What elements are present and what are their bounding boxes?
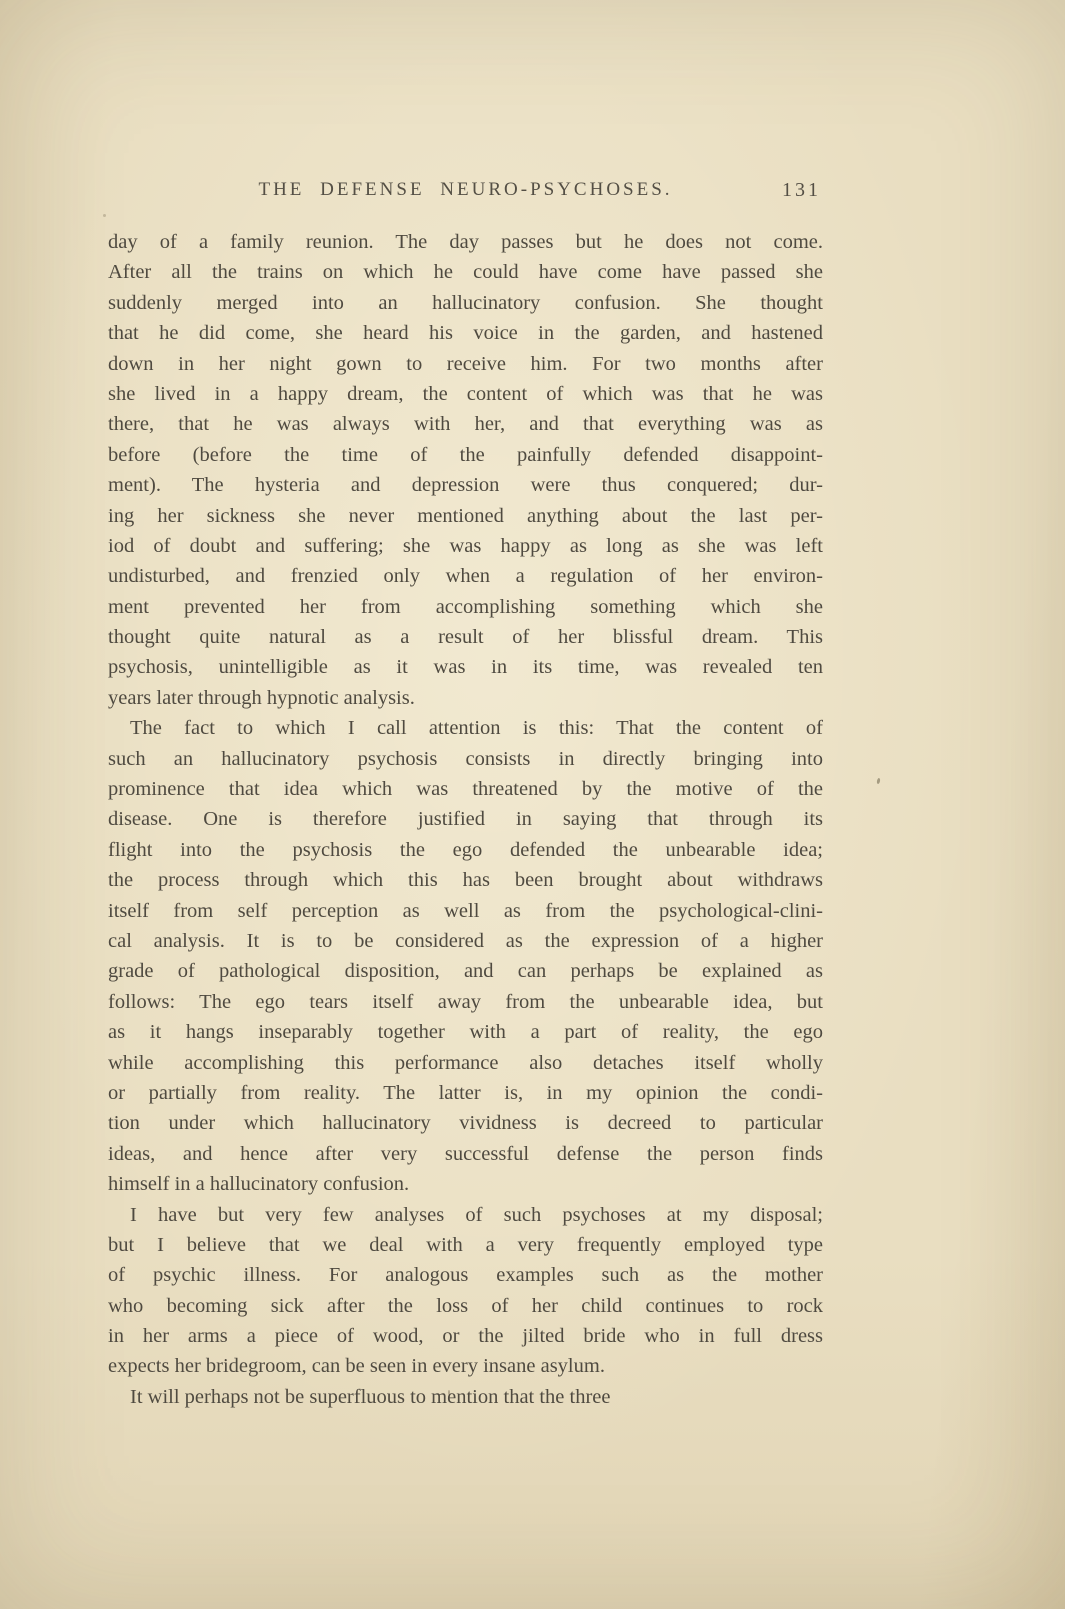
text-line: there, that he was always with her, and that everything was as — [108, 413, 823, 436]
paragraph — [108, 713, 823, 1199]
text-line: grade of pathological disposition, and can perhaps be explained as — [108, 960, 823, 983]
text-line: of psychic illness. For analogous examples such as the mother — [108, 1264, 823, 1287]
text-line: tion under which hallucinatory vividness is decreed to particular — [108, 1112, 823, 1135]
text-line: prominence that idea which was threatened by the motive of the — [108, 778, 823, 801]
text-line: After all the trains on which he could have come have passed she — [108, 261, 823, 284]
text-line: flight into the psychosis the ego defended the unbearable idea; — [108, 838, 823, 861]
text-line: years later through hypnotic analysis. — [108, 686, 415, 709]
text-line: undisturbed, and frenzied only when a regulation of her environ- — [108, 565, 823, 588]
text-line: I have but very few analyses of such psychoses at my disposal; — [130, 1203, 823, 1226]
text-line: cal analysis. It is to be considered as the expression of a higher — [108, 929, 823, 952]
paragraph — [108, 227, 823, 713]
text-line: ing her sickness she never mentioned anything about the last per- — [108, 504, 823, 527]
body-text — [108, 227, 823, 1412]
page-number: 131 — [782, 179, 821, 201]
text-line: who becoming sick after the loss of her child continues to rock — [108, 1294, 823, 1317]
text-line: as it hangs inseparably together with a part of reality, the ego — [108, 1021, 823, 1044]
text-line: while accomplishing this performance also detaches itself wholly — [108, 1051, 823, 1074]
text-line: or partially from reality. The latter is, in my opinion the condi- — [108, 1081, 823, 1104]
paragraph — [108, 1382, 823, 1412]
paper-speck — [103, 214, 106, 217]
text-line: suddenly merged into an hallucinatory confusion. She thought — [108, 291, 823, 314]
text-line: disease. One is therefore justified in saying that through its — [108, 808, 823, 831]
text-line: follows: The ego tears itself away from the unbearable idea, but — [108, 990, 823, 1013]
text-line: but I believe that we deal with a very frequently employed type — [108, 1233, 823, 1256]
text-line: The fact to which I call attention is this: That the content of — [130, 717, 823, 740]
text-line: expects her bridegroom, can be seen in every insane asylum. — [108, 1355, 605, 1378]
paragraph — [108, 1200, 823, 1382]
text-line: psychosis, unintelligible as it was in its time, was revealed ten — [108, 656, 823, 679]
text-line: the process through which this has been brought about withdraws — [108, 869, 823, 892]
text-line: ideas, and hence after very successful defense the person finds — [108, 1142, 823, 1165]
chapter-title: THE DEFENSE NEURO-PSYCHOSES. — [258, 179, 673, 200]
text-line: in her arms a piece of wood, or the jilted bride who in full dress — [108, 1325, 823, 1348]
paper-speck — [448, 1390, 450, 1395]
text-line: before (before the time of the painfully defended disappoint- — [108, 443, 823, 466]
text-line: thought quite natural as a result of her blissful dream. This — [108, 626, 823, 649]
text-line: day of a family reunion. The day passes but he does not come. — [108, 231, 823, 253]
text-line: iod of doubt and suffering; she was happy as long as she was left — [108, 534, 823, 557]
text-line: itself from self perception as well as from the psychological-clini- — [108, 899, 823, 922]
text-line: ment). The hysteria and depression were thus conquered; dur- — [108, 474, 823, 497]
text-line: down in her night gown to receive him. For two months after — [108, 352, 823, 375]
text-line: such an hallucinatory psychosis consists in directly bringing into — [108, 747, 823, 770]
text-line: she lived in a happy dream, the content of which was that he was — [108, 382, 823, 405]
text-line: It will perhaps not be superfluous to mention that the three — [130, 1385, 611, 1408]
text-line: that he did come, she heard his voice in the garden, and hastened — [108, 322, 823, 345]
text-line: himself in a hallucinatory confusion. — [108, 1173, 410, 1196]
paper-speck — [876, 778, 880, 784]
text-line: ment prevented her from accomplishing something which she — [108, 595, 823, 618]
running-header — [108, 176, 823, 204]
